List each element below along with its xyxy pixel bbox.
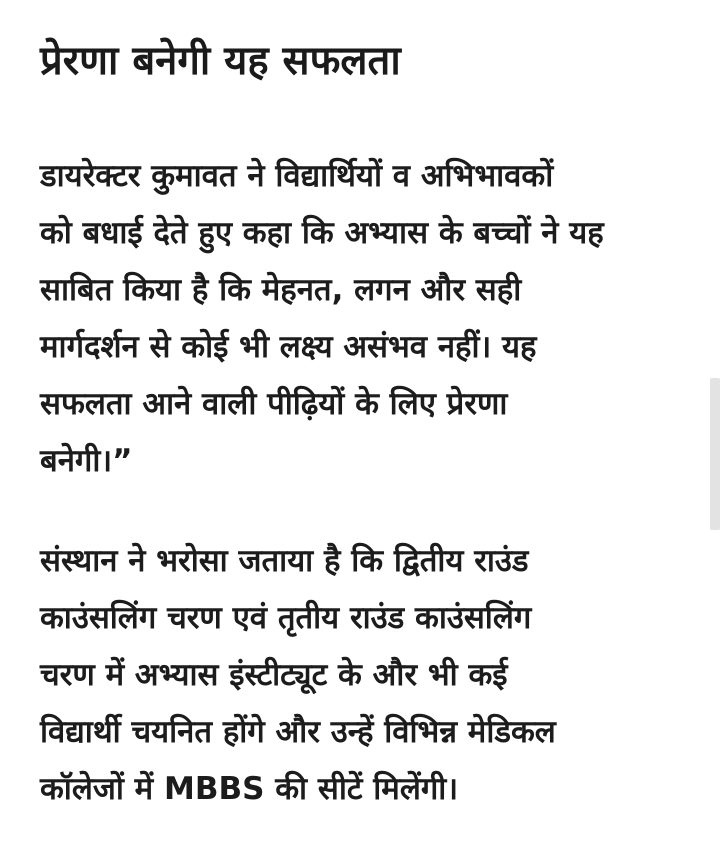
paragraph-line: बनेगी।”	[40, 443, 133, 479]
paragraph-line: को बधाई देते हुए कहा कि अभ्यास के बच्चों ने यह	[40, 215, 604, 251]
paragraph-line: डायरेक्टर कुमावत ने विद्यार्थियों व अभिभावकों	[40, 158, 554, 194]
paragraph-line: विद्यार्थी चयनित होंगे और उन्हें विभिन्न मेडिकल	[40, 714, 556, 750]
paragraph-line: संस्थान ने भरोसा जताया है कि द्वितीय राउंड	[40, 543, 529, 579]
paragraph-line: साबित किया है कि मेहनत, लगन और सही	[40, 272, 522, 308]
paragraph-1	[40, 148, 700, 490]
paragraph-line: काउंसलिंग चरण एवं तृतीय राउंड काउंसलिंग	[40, 600, 532, 636]
scrollbar-thumb[interactable]	[710, 378, 720, 530]
paragraph-line: मार्गदर्शन से कोई भी लक्ष्य असंभव नहीं। यह	[40, 329, 537, 365]
paragraph-line: कॉलेजों में MBBS की सीटें मिलेंगी।	[40, 771, 459, 807]
paragraph-line: चरण में अभ्यास इंस्टीट्यूट के और भी कई	[40, 657, 508, 693]
section-heading: प्रेरणा बनेगी यह सफलता	[40, 38, 401, 84]
paragraph-2	[40, 533, 700, 818]
paragraph-line: सफलता आने वाली पीढ़ियों के लिए प्रेरणा	[40, 386, 508, 422]
